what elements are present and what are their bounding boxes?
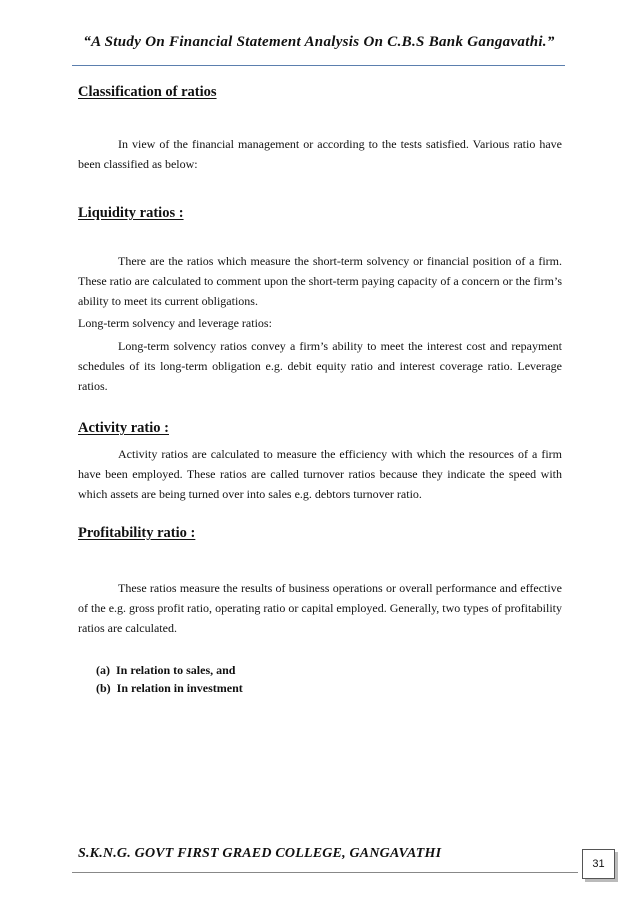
header-title: “A Study On Financial Statement Analysis On C.B.S Bank Gangavathi.” (83, 34, 555, 50)
paragraph-long-term-solvency: Long-term solvency ratios convey a firm’s ability to meet the interest cost and repayment schedules of its long-term obligation e.g. debit equity ratio and interest coverage ratio. Leverage ratios. (78, 339, 562, 393)
list-marker: (a) (96, 663, 110, 677)
list-marker: (b) (96, 681, 111, 695)
list-item (96, 661, 243, 679)
footer-divider (72, 872, 578, 873)
page-number: 31 (582, 849, 615, 879)
heading-activity: Activity ratio : (78, 420, 169, 436)
profitability-list (96, 661, 243, 697)
subheading-long-term-solvency: Long-term solvency and leverage ratios: (78, 316, 272, 330)
paragraph-liquidity: There are the ratios which measure the short-term solvency or financial position of a firm. These ratio are calculated to comment upon the short-term paying capacity of a concern or the firm’s ability to meet its current obligations. (78, 254, 562, 308)
heading-profitability: Profitability ratio : (78, 525, 196, 541)
heading-liquidity: Liquidity ratios : (78, 205, 184, 221)
footer-college-name: S.K.N.G. GOVT FIRST GRAED COLLEGE, GANGAVATHI (78, 846, 442, 861)
list-label: In relation to sales, and (116, 663, 236, 677)
list-item (96, 679, 243, 697)
paragraph-classification: In view of the financial management or according to the tests satisfied. Various ratio have been classified as below: (78, 137, 562, 171)
paragraph-profitability: These ratios measure the results of business operations or overall performance and effective of the e.g. gross profit ratio, operating ratio or capital employed. Generally, two types of profitability ratios are calculated. (78, 581, 562, 635)
list-label: In relation in investment (116, 681, 243, 695)
paragraph-activity: Activity ratios are calculated to measure the efficiency with which the resources of a firm have been employed. These ratios are called turnover ratios because they indicate the speed with which assets are being turned over into sales e.g. debtors turnover ratio. (78, 447, 562, 501)
header-divider (72, 65, 565, 66)
heading-classification: Classification of ratios (78, 84, 217, 100)
